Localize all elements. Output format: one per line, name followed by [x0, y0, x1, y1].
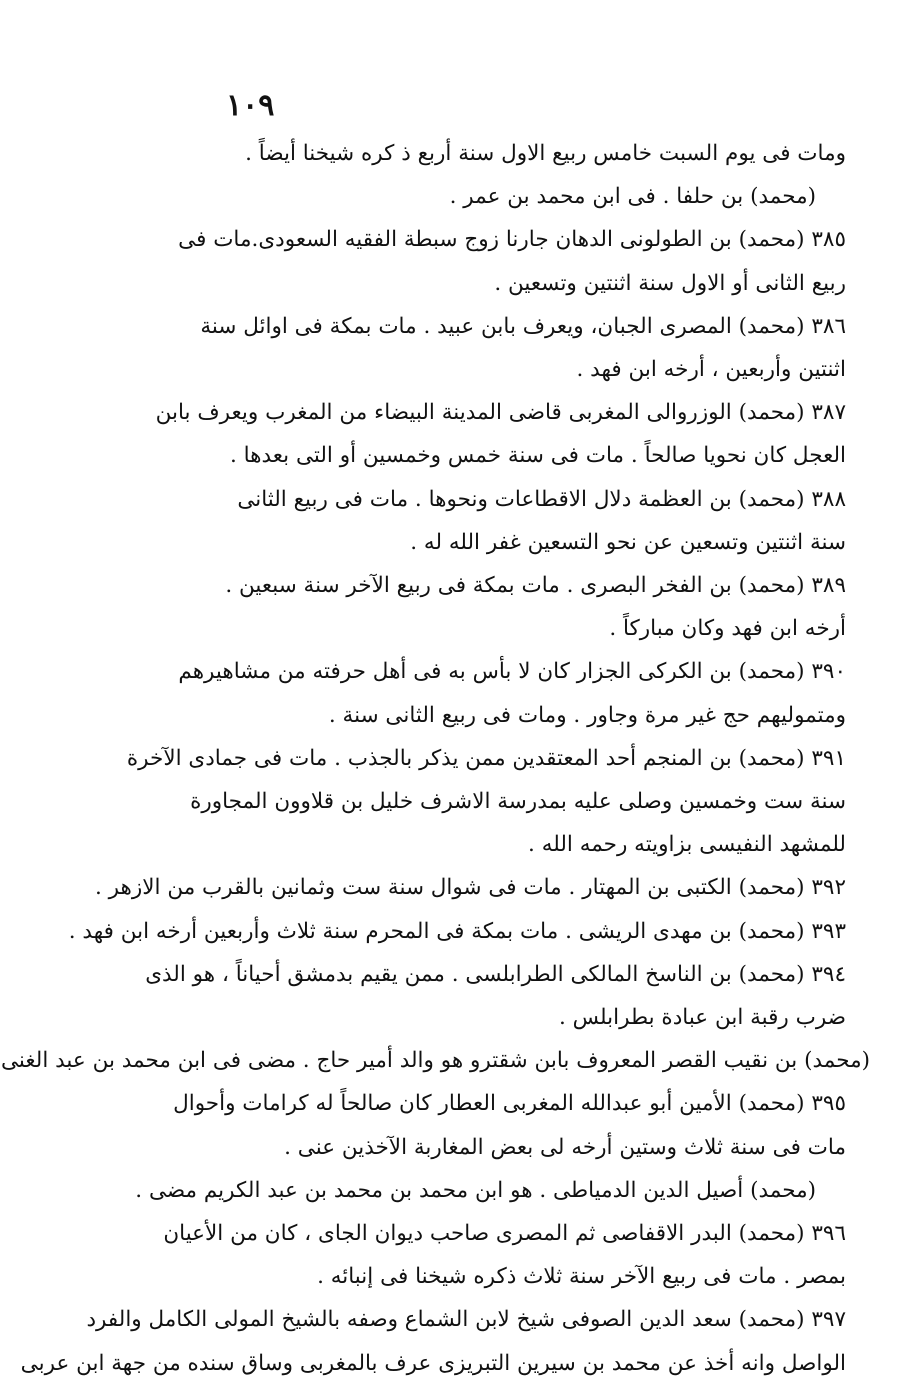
- text-line: للمشهد النفيسى بزاويته رحمه الله .: [528, 832, 846, 858]
- text-line: ٣٩٥ (محمد) الأمين أبو عبدالله المغربى العطار كان صالحاً له كرامات وأحوال: [173, 1091, 846, 1117]
- text-line: سنة ست وخمسين وصلى عليه بمدرسة الاشرف خليل بن قلاوون المجاورة: [190, 789, 846, 815]
- text-line: ٣٨٧ (محمد) الوزروالى المغربى قاضى المدينة البيضاء من المغرب ويعرف بابن: [155, 400, 846, 426]
- text-line: (محمد) بن حلفا . فى ابن محمد بن عمر .: [449, 184, 816, 210]
- text-line: (محمد) أصيل الدين الدمياطى . هو ابن محمد بن محمد بن عبد الكريم مضى .: [135, 1177, 816, 1203]
- text-line: ٣٩٤ (محمد) بن الناسخ المالكى الطرابلسى . ممن يقيم بدمشق أحياناً ، هو الذى: [145, 961, 846, 987]
- text-line: ٣٨٨ (محمد) بن العظمة دلال الاقطاعات ونحوها . مات فى ربيع الثانى: [237, 486, 846, 512]
- text-line: ٣٩٧ (محمد) سعد الدين الصوفى شيخ لابن الشماع وصفه بالشيخ المولى الكامل والفرد: [86, 1307, 846, 1333]
- text-line: اثنتين وأربعين ، أرخه ابن فهد .: [576, 357, 846, 383]
- text-line: ومات فى يوم السبت خامس ربيع الاول سنة أربع ذ كره شيخنا أيضاً .: [245, 141, 846, 166]
- text-line: ربيع الثانى أو الاول سنة اثنتين وتسعين .: [494, 270, 846, 296]
- body-text: [1, 132, 870, 1385]
- text-line: أرخه ابن فهد وكان مباركاً .: [609, 616, 846, 642]
- text-line: بمصر . مات فى ربيع الآخر سنة ثلاث ذكره شيخنا فى إنبائه .: [317, 1264, 846, 1290]
- text-line: ٣٩٣ (محمد) بن مهدى الريشى . مات بمكة فى المحرم سنة ثلاث وأربعين أرخه ابن فهد .: [68, 918, 846, 944]
- text-line: مات فى سنة ثلاث وستين أرخه لى بعض المغاربة الآخذين عنى .: [284, 1134, 846, 1160]
- text-line: الواصل وانه أخذ عن محمد بن سيرين التبريزى عرف بالمغربى وساق سنده من جهة ابن عربى: [20, 1350, 846, 1376]
- text-line: ٣٩٢ (محمد) الكتبى بن المهتار . مات فى شوال سنة ست وثمانين بالقرب من الازهر .: [95, 875, 846, 901]
- text-line: العجل كان نحويا صالحاً . مات فى سنة خمس وخمسين أو التى بعدها .: [229, 443, 846, 469]
- text-line: ضرب رقبة ابن عبادة بطرابلس .: [558, 1005, 846, 1031]
- page-number: ١٠٩: [226, 88, 275, 123]
- text-line: ٣٩١ (محمد) بن المنجم أحد المعتقدين ممن يذكر بالجذب . مات فى جمادى الآخرة: [126, 745, 846, 771]
- text-line: ٣٨٩ (محمد) بن الفخر البصرى . مات بمكة فى ربيع الآخر سنة سبعين .: [225, 573, 846, 599]
- text-line: ٣٩٠ (محمد) بن الكركى الجزار كان لا بأس به فى أهل حرفته من مشاهيرهم: [178, 659, 846, 685]
- text-line: (محمد) بن نقيب القصر المعروف بابن شقترو هو والد أمير حاج . مضى فى ابن محمد بن عبد الغنى: [1, 1048, 870, 1074]
- text-line: ٣٩٦ (محمد) البدر الاقفاصى ثم المصرى صاحب ديوان الجاى ، كان من الأعيان: [163, 1221, 846, 1247]
- text-line: ومتموليهم حج غير مرة وجاور . ومات فى ربيع الثانى سنة .: [328, 702, 846, 728]
- text-line: ٣٨٦ (محمد) المصرى الجبان، ويعرف بابن عبيد . مات بمكة فى اوائل سنة: [200, 313, 846, 339]
- text-line: ٣٨٥ (محمد) بن الطولونى الدهان جارنا زوج سبطة الفقيه السعودى.مات فى: [178, 227, 846, 253]
- text-line: سنة اثنتين وتسعين عن نحو التسعين غفر الله له .: [410, 529, 846, 555]
